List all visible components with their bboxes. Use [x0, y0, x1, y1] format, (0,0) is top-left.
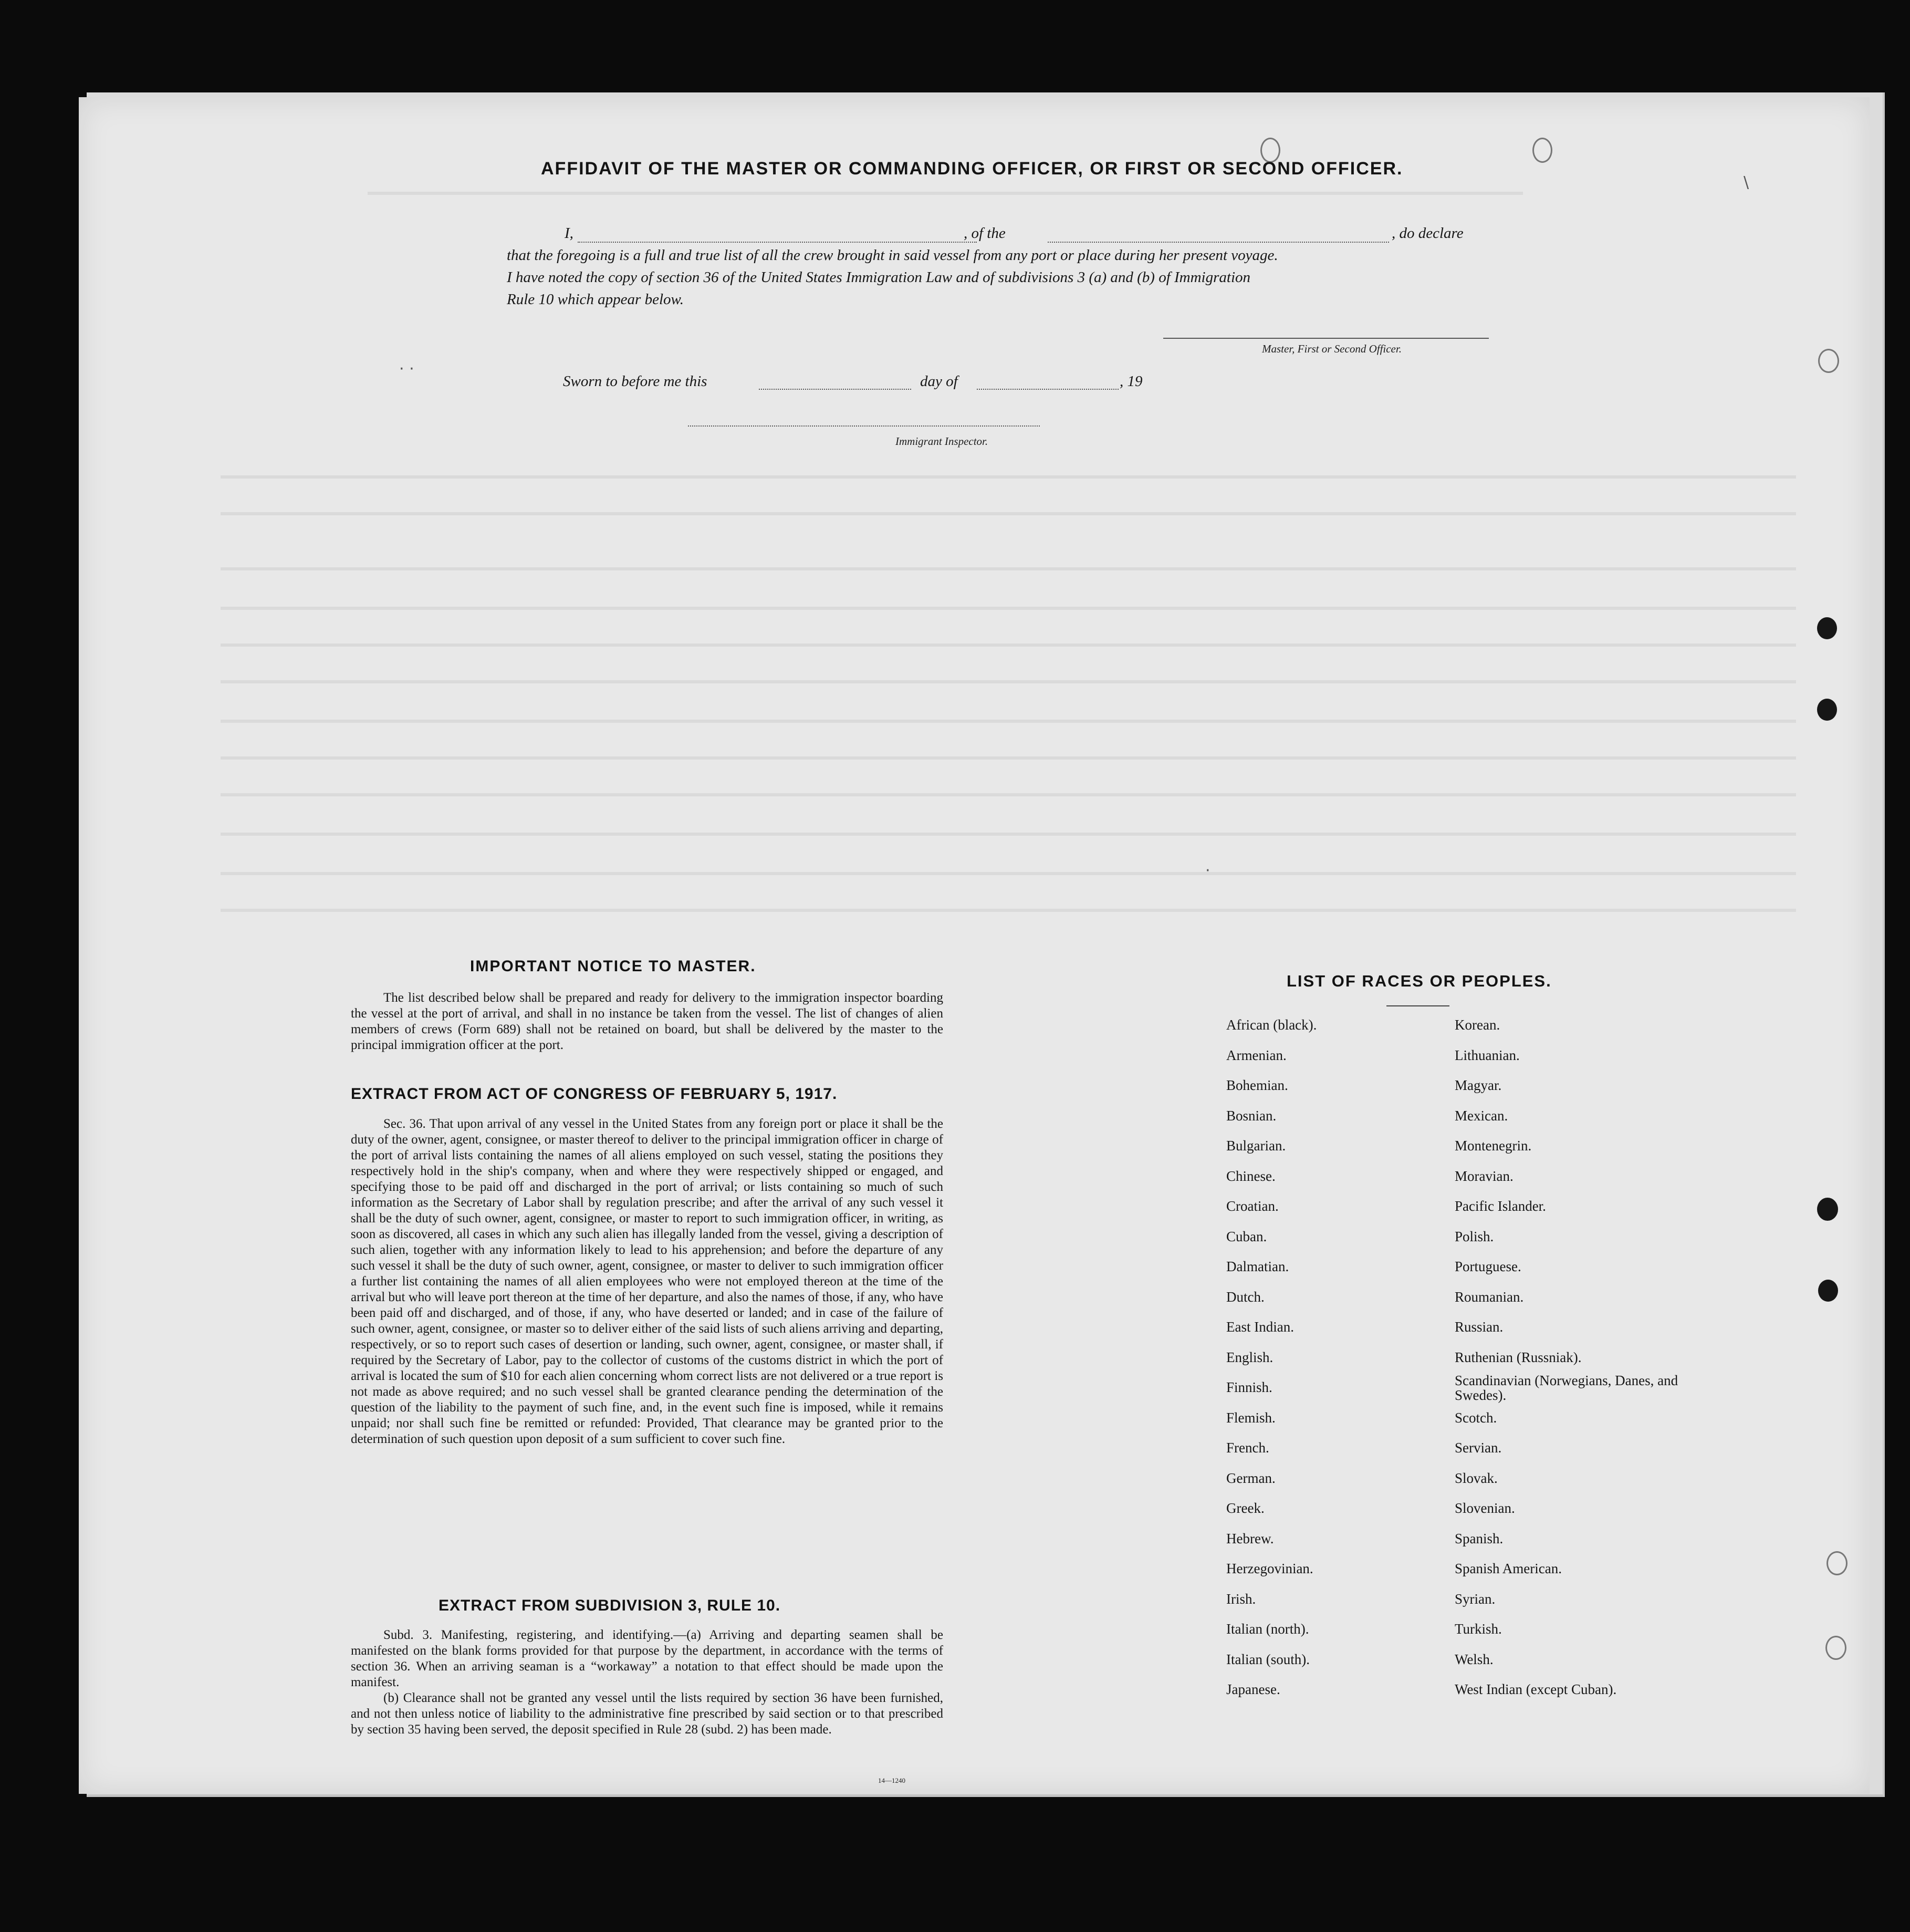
race-item: Mexican. — [1455, 1107, 1508, 1124]
race-item: Italian (north). — [1226, 1621, 1309, 1637]
race-item: Armenian. — [1226, 1047, 1287, 1063]
race-item: Dutch. — [1226, 1289, 1265, 1305]
bleed-through — [221, 833, 1796, 836]
rule-body — [351, 1627, 943, 1738]
notice-text: The list described below shall be prepared and ready for delivery to the immigration inspector boarding the vessel at the port of arrival, and shall in no instance be taken from the vessel. The list of changes of alien members of crews (Form 689) shall not be retained on board, but shall be delivered by the master to the principal immigration officer at the port. — [351, 991, 943, 1052]
race-item: English. — [1226, 1349, 1274, 1365]
day-of-text: day of — [920, 373, 958, 390]
act-title: EXTRACT FROM ACT OF CONGRESS OF FEBRUARY 5, 1917. — [351, 1085, 838, 1103]
bleed-through — [221, 567, 1796, 570]
inspector-signature-line — [688, 425, 1040, 427]
races-left-column — [1226, 1017, 1317, 1712]
race-item: Herzegovinian. — [1226, 1561, 1313, 1576]
bleed-through — [221, 756, 1796, 760]
race-item: Dalmatian. — [1226, 1259, 1289, 1274]
race-item: Chinese. — [1226, 1168, 1276, 1184]
race-item: Moravian. — [1455, 1168, 1514, 1184]
race-item: Polish. — [1455, 1228, 1494, 1244]
form-number: 14—1240 — [878, 1777, 905, 1784]
sworn-text: Sworn to before me this — [563, 373, 707, 390]
punch-hole — [1818, 1280, 1838, 1302]
race-item: Slovak. — [1455, 1470, 1498, 1486]
bleed-through — [221, 680, 1796, 683]
race-item: Syrian. — [1455, 1591, 1496, 1607]
bleed-through — [221, 475, 1796, 479]
vessel-blank — [1048, 242, 1389, 243]
bleed-through — [221, 643, 1796, 647]
race-item: Magyar. — [1455, 1077, 1502, 1093]
stray-mark: \ — [1744, 173, 1749, 192]
bleed-through — [221, 607, 1796, 610]
declaration-i: I, — [565, 225, 573, 242]
race-item: Russian. — [1455, 1319, 1504, 1335]
declaration-line-3: I have noted the copy of section 36 of the United States Immigration Law and of subdivisions 3 (a) and (b) of Immigration — [507, 269, 1251, 286]
race-item: Slovenian. — [1455, 1500, 1515, 1516]
rule-subd-b: (b) Clearance shall not be granted any vessel until the lists required by section 36 have been furnished, and not then unless notice of liability to the administrative fine prescribed by said section or to that prescribed by section 35 having been served, the deposit specified in Rule 28 (subd. 2) has been made. — [351, 1691, 943, 1737]
race-item: West Indian (except Cuban). — [1455, 1681, 1617, 1697]
race-item: Servian. — [1455, 1440, 1502, 1456]
race-item: Spanish American. — [1455, 1561, 1562, 1576]
race-item: East Indian. — [1226, 1319, 1294, 1335]
race-item: Lithuanian. — [1455, 1047, 1520, 1063]
race-item: Spanish. — [1455, 1530, 1504, 1546]
race-item: Cuban. — [1226, 1228, 1267, 1244]
race-item: Finnish. — [1226, 1379, 1272, 1395]
race-item: Bohemian. — [1226, 1077, 1288, 1093]
race-item: Italian (south). — [1226, 1651, 1310, 1667]
act-text: Sec. 36. That upon arrival of any vessel in the United States from any foreign port or place it shall be the duty of the owner, agent, consignee, or master thereof to deliver to the principal immigration officer in charge of the port of arrival lists containing the names of all aliens employed on such vessel, stating the positions they respectively hold in the ship's company, when and where they were respectively shipped or engaged, and specifying those to be paid off and discharged in the port of arrival; or lists containing so much of such information as the Secretary of Labor shall by regulation prescribe; and after the arrival of any such vessel it shall be the duty of such owner, agent, consignee, or master to report to such immigration officer, in writing, as soon as discovered, all cases in which any such alien has illegally landed from the vessel, giving a description of such alien, together with any information likely to lead to his apprehension; and before the departure of any such vessel it shall be the duty of such owner, agent, consignee, or master to deliver to such immigration officer a further list containing the names of all alien employees who were not employed thereon at the time of the arrival but who will leave port thereon at the time of her departure, and also the names of those, if any, who have been paid off and discharged, and of those, if any, who have deserted or landed; and in case of the failure of such owner, agent, consignee, or master so to deliver either of the said lists of such aliens arriving and departing, respectively, or so to report such cases of desertion or landing, such owner, agent, consignee, or master shall, if required by the Secretary of Labor, pay to the collector of customs of the customs district in which the port of arrival is located the sum of $10 for each alien concerning whom correct lists are not delivered or a true report is not made as above required; and no such vessel shall be granted clearance pending the determination of the question of the liability to the payment of such fine, and, in the event such fine is imposed, while it remains unpaid; nor shall such fine be remitted or refunded: Provided, That clearance may be granted prior to the determination of such question upon deposit of a sum sufficient to cover such fine. — [351, 1117, 943, 1446]
race-item: Welsh. — [1455, 1651, 1494, 1667]
race-item: Flemish. — [1226, 1409, 1276, 1426]
day-blank — [759, 389, 911, 390]
signature-label: Master, First or Second Officer. — [1262, 342, 1402, 355]
bleed-through — [221, 872, 1796, 875]
races-title: LIST OF RACES OR PEOPLES. — [1287, 972, 1552, 990]
stray-mark: · · — [399, 360, 414, 378]
punch-hole — [1817, 617, 1837, 639]
race-item: Korean. — [1455, 1017, 1500, 1033]
declaration-of-the: , of the — [964, 225, 1006, 242]
race-item: Bosnian. — [1226, 1107, 1277, 1124]
sworn-line — [563, 373, 1193, 390]
act-body — [351, 1116, 943, 1447]
inspector-label: Immigrant Inspector. — [895, 435, 988, 448]
race-item: German. — [1226, 1470, 1276, 1486]
race-item: Irish. — [1226, 1591, 1256, 1607]
declaration-line-2: that the foregoing is a full and true list of all the crew brought in said vessel from any port or place during her present voyage. — [507, 247, 1278, 264]
race-item: Montenegrin. — [1455, 1138, 1532, 1154]
signature-line — [1163, 338, 1489, 339]
declaration-do-declare: , do declare — [1392, 225, 1464, 242]
rule-title: EXTRACT FROM SUBDIVISION 3, RULE 10. — [439, 1597, 781, 1614]
year-text: , 19 — [1120, 373, 1143, 390]
race-item: Croatian. — [1226, 1198, 1279, 1214]
bleed-through — [368, 192, 1523, 195]
bleed-through — [221, 512, 1796, 515]
punch-hole — [1826, 1551, 1848, 1575]
race-item: Ruthenian (Russniak). — [1455, 1349, 1582, 1365]
races-title-rule — [1386, 1005, 1449, 1006]
races-right-column — [1455, 1017, 1702, 1712]
race-item: African (black). — [1226, 1017, 1317, 1033]
race-item: Scotch. — [1455, 1409, 1497, 1426]
race-item: Roumanian. — [1455, 1289, 1524, 1305]
notice-title: IMPORTANT NOTICE TO MASTER. — [470, 958, 756, 975]
race-item: Portuguese. — [1455, 1259, 1521, 1274]
punch-hole — [1817, 1198, 1838, 1221]
bleed-through — [221, 793, 1796, 796]
punch-hole — [1532, 138, 1552, 163]
affidavit-title: AFFIDAVIT OF THE MASTER OR COMMANDING OFFICER, OR FIRST OR SECOND OFFICER. — [541, 159, 1403, 179]
bleed-through — [221, 909, 1796, 912]
punch-hole — [1817, 699, 1837, 721]
race-item: Greek. — [1226, 1500, 1265, 1516]
race-item: Hebrew. — [1226, 1530, 1274, 1546]
punch-hole — [1825, 1636, 1846, 1660]
race-item: French. — [1226, 1440, 1269, 1456]
rule-subd-a: Subd. 3. Manifesting, registering, and identifying.—(a) Arriving and departing seamen shall be manifested on the blank forms provided for that purpose by the department, in accordance with the terms of section 36. When an arriving seaman is a “workaway” a notation to that effect should be made upon the manifest. — [351, 1628, 943, 1689]
race-item: Scandinavian (Norwegians, Danes, and Swedes). — [1455, 1373, 1678, 1403]
race-item: Bulgarian. — [1226, 1138, 1286, 1154]
race-item: Pacific Islander. — [1455, 1198, 1546, 1214]
bleed-through — [221, 720, 1796, 723]
month-blank — [977, 389, 1119, 390]
declaration-line-4: Rule 10 which appear below. — [507, 291, 684, 308]
name-blank — [578, 242, 977, 243]
race-item: Turkish. — [1455, 1621, 1502, 1637]
punch-hole — [1818, 349, 1839, 373]
race-item: Japanese. — [1226, 1681, 1280, 1697]
stray-mark: · — [1205, 861, 1210, 880]
notice-body — [351, 990, 943, 1053]
